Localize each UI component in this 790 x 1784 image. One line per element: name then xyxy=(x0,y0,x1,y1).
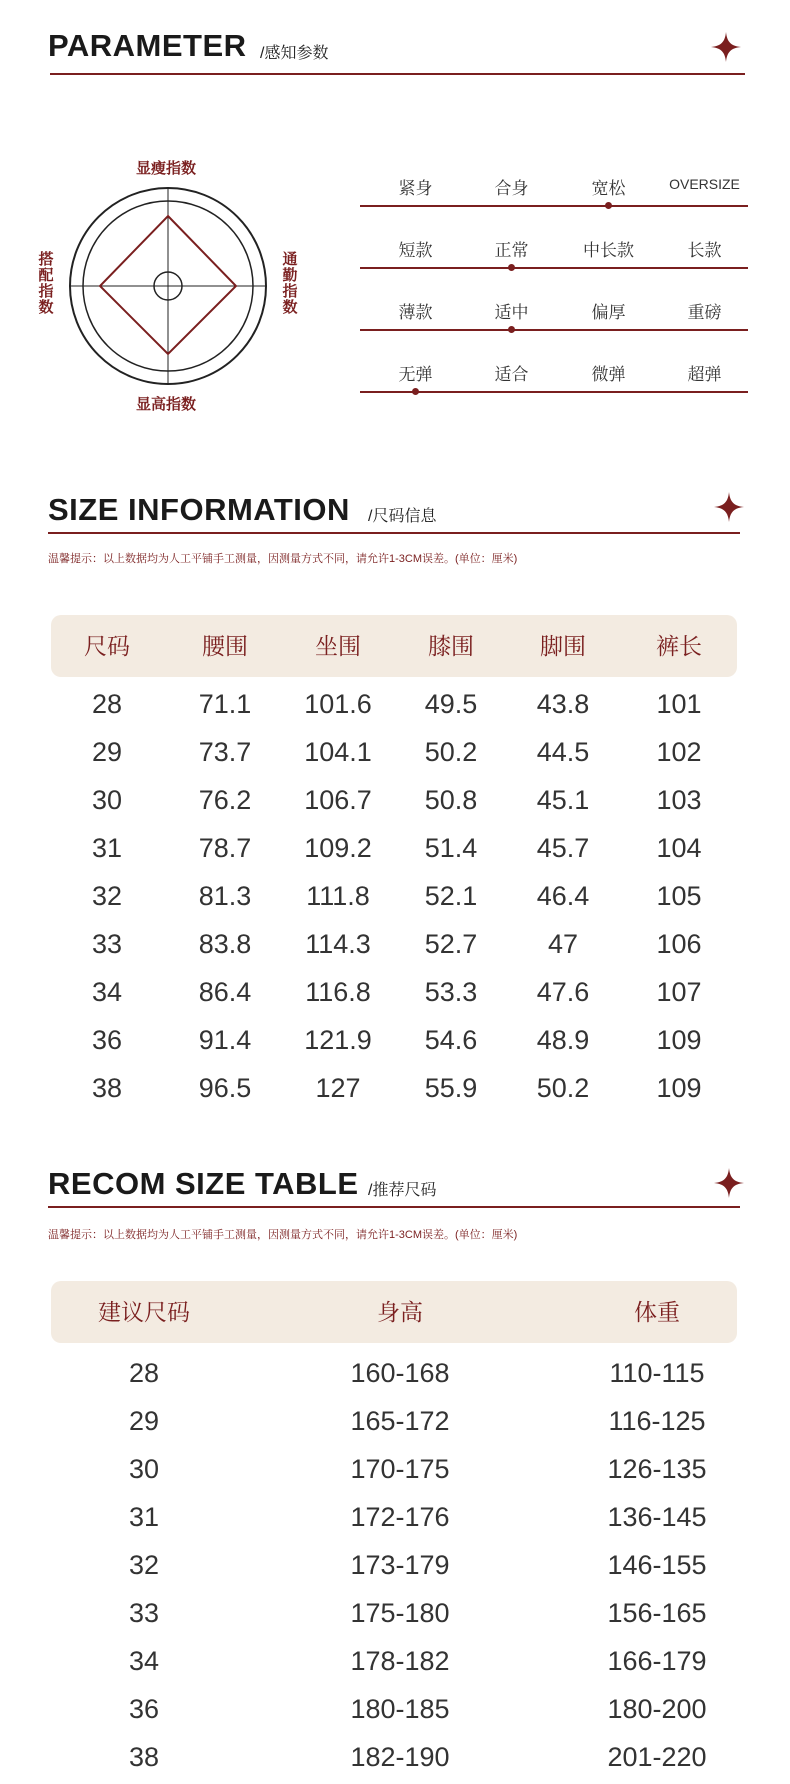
table-cell: 32 xyxy=(128,1550,160,1580)
recom-table xyxy=(51,1349,737,1781)
table-cell: 110-115 xyxy=(609,1358,705,1388)
scale-row xyxy=(360,174,748,214)
table-cell: 47 xyxy=(547,929,579,959)
table-cell: 136-145 xyxy=(607,1502,707,1532)
column-header: 腰围 xyxy=(202,633,248,659)
table-row xyxy=(51,1397,737,1445)
table-row xyxy=(51,1064,737,1112)
table-cell: 127 xyxy=(315,1073,361,1103)
table-cell: 33 xyxy=(91,929,123,959)
column-header: 膝围 xyxy=(428,633,474,659)
scale-option: 超弹 xyxy=(687,365,722,384)
table-cell: 34 xyxy=(128,1646,160,1676)
table-cell: 28 xyxy=(91,689,123,719)
table-cell: 180-185 xyxy=(350,1694,450,1724)
table-cell: 109.2 xyxy=(304,833,372,863)
scale-option: 适合 xyxy=(494,365,529,384)
table-row xyxy=(51,1733,737,1781)
table-cell: 175-180 xyxy=(350,1598,450,1628)
table-row xyxy=(51,872,737,920)
parameter-divider xyxy=(50,73,745,75)
column-header: 脚围 xyxy=(540,633,586,659)
recom-note: 温馨提示：以上数据均为人工平铺手工测量，因测量方式不同，请允许1-3CM误差。(单位：厘米) xyxy=(48,1229,518,1241)
table-cell: 36 xyxy=(128,1694,160,1724)
scale-option: 长款 xyxy=(687,241,722,260)
table-cell: 38 xyxy=(91,1073,123,1103)
table-cell: 54.6 xyxy=(424,1025,478,1055)
scale-line xyxy=(360,205,748,207)
table-cell: 51.4 xyxy=(424,833,478,863)
column-header: 尺码 xyxy=(84,633,130,659)
table-cell: 83.8 xyxy=(198,929,252,959)
table-cell: 172-176 xyxy=(350,1502,450,1532)
scale-line xyxy=(360,267,748,269)
table-cell: 91.4 xyxy=(198,1025,252,1055)
table-cell: 78.7 xyxy=(198,833,252,863)
scale-option: OVERSIZE xyxy=(669,176,740,192)
sparkle-icon xyxy=(711,32,741,62)
table-cell: 38 xyxy=(128,1742,160,1772)
table-cell: 52.7 xyxy=(424,929,478,959)
scale-option: 中长款 xyxy=(583,241,634,260)
table-cell: 32 xyxy=(91,881,123,911)
table-cell: 48.9 xyxy=(536,1025,590,1055)
table-row xyxy=(51,1637,737,1685)
column-header: 坐围 xyxy=(315,633,361,659)
table-row xyxy=(51,1541,737,1589)
table-cell: 165-172 xyxy=(350,1406,450,1436)
table-cell: 96.5 xyxy=(198,1073,252,1103)
table-cell: 106 xyxy=(656,929,702,959)
table-cell: 53.3 xyxy=(424,977,478,1007)
table-cell: 103 xyxy=(656,785,702,815)
table-row xyxy=(51,728,737,776)
table-cell: 106.7 xyxy=(304,785,372,815)
column-header: 建议尺码 xyxy=(98,1299,190,1325)
sparkle-icon xyxy=(714,1168,744,1198)
table-cell: 182-190 xyxy=(350,1742,450,1772)
size-table xyxy=(51,680,737,1112)
table-row xyxy=(51,680,737,728)
table-row xyxy=(51,1445,737,1493)
radar-label-top: 显瘦指数 xyxy=(136,160,197,177)
scale-marker xyxy=(508,264,515,271)
recom-table-header xyxy=(51,1281,737,1343)
table-cell: 178-182 xyxy=(350,1646,450,1676)
size-table-header xyxy=(51,615,737,677)
table-cell: 46.4 xyxy=(536,881,590,911)
table-cell: 104.1 xyxy=(304,737,372,767)
scale-row xyxy=(360,298,748,338)
column-header: 身高 xyxy=(377,1299,423,1325)
scale-marker xyxy=(412,388,419,395)
table-cell: 111.8 xyxy=(306,881,370,911)
table-cell: 160-168 xyxy=(350,1358,450,1388)
table-cell: 34 xyxy=(91,977,123,1007)
table-cell: 71.1 xyxy=(198,689,252,719)
table-cell: 104 xyxy=(656,833,702,863)
scale-row xyxy=(360,360,748,400)
radar-label-right: 通勤指数 xyxy=(282,251,298,316)
table-cell: 52.1 xyxy=(424,881,478,911)
table-cell: 73.7 xyxy=(198,737,252,767)
table-row xyxy=(51,968,737,1016)
recom-subtitle: /推荐尺码 xyxy=(368,1182,437,1199)
table-row xyxy=(51,920,737,968)
size-info-title: SIZE INFORMATION xyxy=(48,492,350,527)
table-cell: 121.9 xyxy=(304,1025,372,1055)
scale-option: 薄款 xyxy=(398,303,433,322)
table-cell: 170-175 xyxy=(350,1454,450,1484)
table-cell: 101 xyxy=(656,689,702,719)
table-cell: 86.4 xyxy=(198,977,252,1007)
table-cell: 28 xyxy=(128,1358,160,1388)
table-cell: 107 xyxy=(656,977,702,1007)
table-cell: 50.2 xyxy=(536,1073,590,1103)
parameter-subtitle: /感知参数 xyxy=(260,45,329,62)
table-cell: 166-179 xyxy=(607,1646,707,1676)
table-cell: 33 xyxy=(128,1598,160,1628)
table-cell: 81.3 xyxy=(198,881,252,911)
recom-title: RECOM SIZE TABLE xyxy=(48,1166,359,1201)
table-cell: 105 xyxy=(656,881,702,911)
scale-option: 紧身 xyxy=(398,179,433,198)
table-cell: 30 xyxy=(128,1454,160,1484)
scale-option: 适中 xyxy=(494,303,529,322)
table-cell: 45.1 xyxy=(536,785,590,815)
sparkle-icon xyxy=(714,492,744,522)
table-cell: 50.2 xyxy=(424,737,478,767)
scale-option: 合身 xyxy=(494,179,529,198)
table-cell: 116-125 xyxy=(608,1406,706,1436)
radar-label-bottom: 显高指数 xyxy=(136,396,197,413)
table-row xyxy=(51,1493,737,1541)
table-row xyxy=(51,1589,737,1637)
table-cell: 201-220 xyxy=(607,1742,707,1772)
table-cell: 29 xyxy=(128,1406,160,1436)
table-cell: 50.8 xyxy=(424,785,478,815)
scale-option: 偏厚 xyxy=(591,303,626,322)
table-cell: 55.9 xyxy=(424,1073,478,1103)
table-cell: 146-155 xyxy=(607,1550,707,1580)
scale-option: 重磅 xyxy=(687,303,722,322)
scale-option: 宽松 xyxy=(591,179,626,198)
scale-marker xyxy=(508,326,515,333)
table-row xyxy=(51,824,737,872)
table-cell: 173-179 xyxy=(350,1550,450,1580)
table-row xyxy=(51,1349,737,1397)
scale-marker xyxy=(605,202,612,209)
scale-option: 无弹 xyxy=(398,365,433,384)
table-cell: 101.6 xyxy=(304,689,372,719)
parameter-title: PARAMETER xyxy=(48,28,247,63)
table-cell: 44.5 xyxy=(536,737,590,767)
radar-label-left: 搭配指数 xyxy=(38,251,54,316)
table-cell: 180-200 xyxy=(607,1694,707,1724)
table-cell: 31 xyxy=(91,833,123,863)
table-cell: 30 xyxy=(91,785,123,815)
scale-option: 正常 xyxy=(494,241,529,260)
table-cell: 126-135 xyxy=(607,1454,707,1484)
table-row xyxy=(51,776,737,824)
table-cell: 36 xyxy=(91,1025,123,1055)
table-cell: 109 xyxy=(656,1025,702,1055)
scale-row xyxy=(360,236,748,276)
table-cell: 114.3 xyxy=(305,929,371,959)
table-cell: 49.5 xyxy=(424,689,478,719)
table-cell: 29 xyxy=(91,737,123,767)
size-info-subtitle: /尺码信息 xyxy=(368,508,437,525)
column-header: 体重 xyxy=(634,1299,680,1325)
size-info-note: 温馨提示：以上数据均为人工平铺手工测量，因测量方式不同，请允许1-3CM误差。(单位：厘米) xyxy=(48,553,518,565)
table-cell: 45.7 xyxy=(536,833,590,863)
size-info-divider xyxy=(48,532,740,534)
scale-line xyxy=(360,329,748,331)
table-cell: 43.8 xyxy=(536,689,590,719)
table-cell: 109 xyxy=(656,1073,702,1103)
table-cell: 116.8 xyxy=(305,977,371,1007)
scale-option: 短款 xyxy=(398,241,433,260)
scale-option: 微弹 xyxy=(591,365,626,384)
recom-divider xyxy=(48,1206,740,1208)
table-row xyxy=(51,1016,737,1064)
radar-chart xyxy=(68,186,268,386)
table-row xyxy=(51,1685,737,1733)
table-cell: 31 xyxy=(128,1502,160,1532)
table-cell: 47.6 xyxy=(536,977,590,1007)
column-header: 裤长 xyxy=(656,633,702,659)
table-cell: 156-165 xyxy=(607,1598,707,1628)
table-cell: 76.2 xyxy=(198,785,252,815)
table-cell: 102 xyxy=(656,737,702,767)
